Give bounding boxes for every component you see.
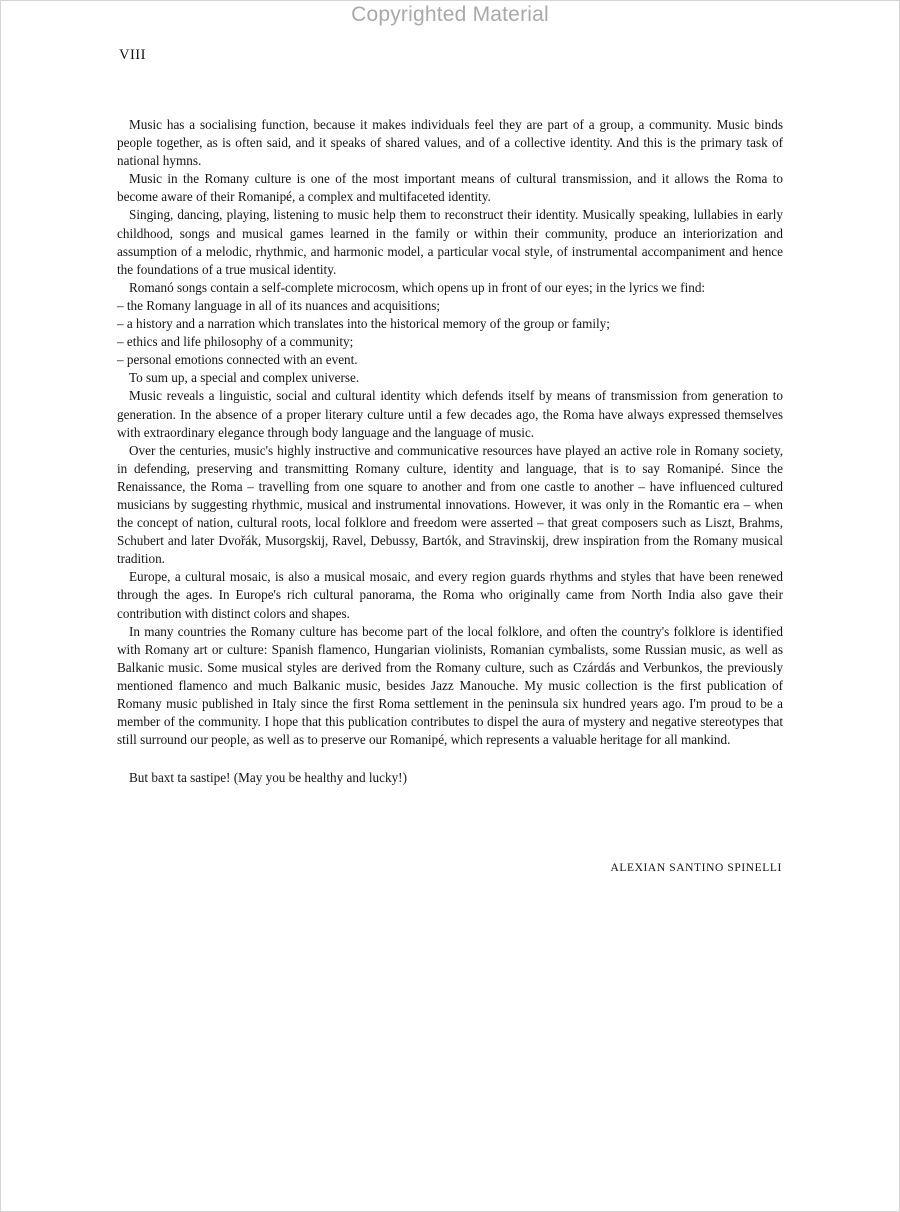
paragraph: Singing, dancing, playing, listening to music help them to reconstruct their identity. Musically speaking, lullabies in early childhood, songs and musical games learned in the family or within their community, produce an interiorization and assumption of a melodic, rhythmic, and harmonic model, a particular vocal style, of instrumental accompaniment and hence the foundations of a true musical identity. (117, 207, 783, 277)
paragraph: Music reveals a linguistic, social and cultural identity which defends itself by means of transmission from generation to generation. In the absence of a proper literary culture until a few decades ago, the Roma have always expressed themselves with extraordinary elegance through body language and the language of music. (117, 388, 783, 440)
paragraph: In many countries the Romany culture has become part of the local folklore, and often the country's folklore is identified with Romany art or culture: Spanish flamenco, Hungarian violinists, Romanian cymbalists, some Russian music, as well as Balkanic music. Some musical styles are derived from the Romany culture, such as Czárdás and Verbunkos, the previously mentioned flamenco and much Balkanic music, besides Jazz Manouche. My music collection is the first publication of Romany music published in Italy since the first Roma settlement in the peninsula six hundred years ago. I'm proud to be a member of the community. I hope that this publication contributes to dispel the aura of mystery and negative stereotypes that still surround our people, as well as to preserve our Romanipé, which represents a valuable heritage for all mankind. (117, 623, 783, 748)
paragraph: Europe, a cultural mosaic, is also a musical mosaic, and every region guards rhythms and styles that have been renewed through the ages. In Europe's rich cultural panorama, the Roma who originally came from North India also gave their contribution with distinct colors and shapes. (117, 569, 783, 621)
copyright-watermark: Copyrighted Material (351, 3, 549, 26)
list-item: – a history and a narration which translates into the historical memory of the group or family; (117, 316, 610, 332)
paragraph: Over the centuries, music's highly instructive and communicative resources have played an active role in Romany society, in defending, preserving and transmitting Romany culture, identity and language, that is to say Romanipé. Since the Renaissance, the Roma – travelling from one square to another and from one castle to another – have influenced cultured musicians by suggesting rhythmic, musical and instrumental innovations. However, it was only in the Romantic era – when the concept of nation, cultural roots, local folklore and freedom were asserted – that great composers such as Liszt, Brahms, Schubert and later Dvořák, Musorgskij, Ravel, Debussy, Bartók, and Stravinskij, drew inspiration from the Romany musical tradition. (117, 442, 783, 567)
list-item: – the Romany language in all of its nuances and acquisitions; (117, 297, 441, 313)
page-number: VIII (119, 47, 146, 63)
paragraph: Romanó songs contain a self-complete microcosm, which opens up in front of our eyes; in the lyrics we find: (129, 279, 706, 295)
list-item: – personal emotions connected with an event. (117, 352, 358, 368)
author-signature: ALEXIAN SANTINO SPINELLI (610, 862, 782, 874)
body-text (117, 116, 783, 787)
closing-line: But baxt ta sastipe! (May you be healthy and lucky!) (129, 770, 407, 786)
lyrics-list (117, 297, 783, 369)
paragraph: To sum up, a special and complex universe. (129, 370, 360, 386)
list-item: – ethics and life philosophy of a community; (117, 334, 354, 350)
paragraph: Music has a socialising function, because it makes individuals feel they are part of a group, a community. Music binds people together, as is often said, and it speaks of shared values, and of a collective identity. And this is the primary task of national hymns. (117, 117, 783, 169)
paragraph: Music in the Romany culture is one of the most important means of cultural transmission, and it allows the Roma to become aware of their Romanipé, a complex and multifaceted identity. (117, 171, 783, 205)
